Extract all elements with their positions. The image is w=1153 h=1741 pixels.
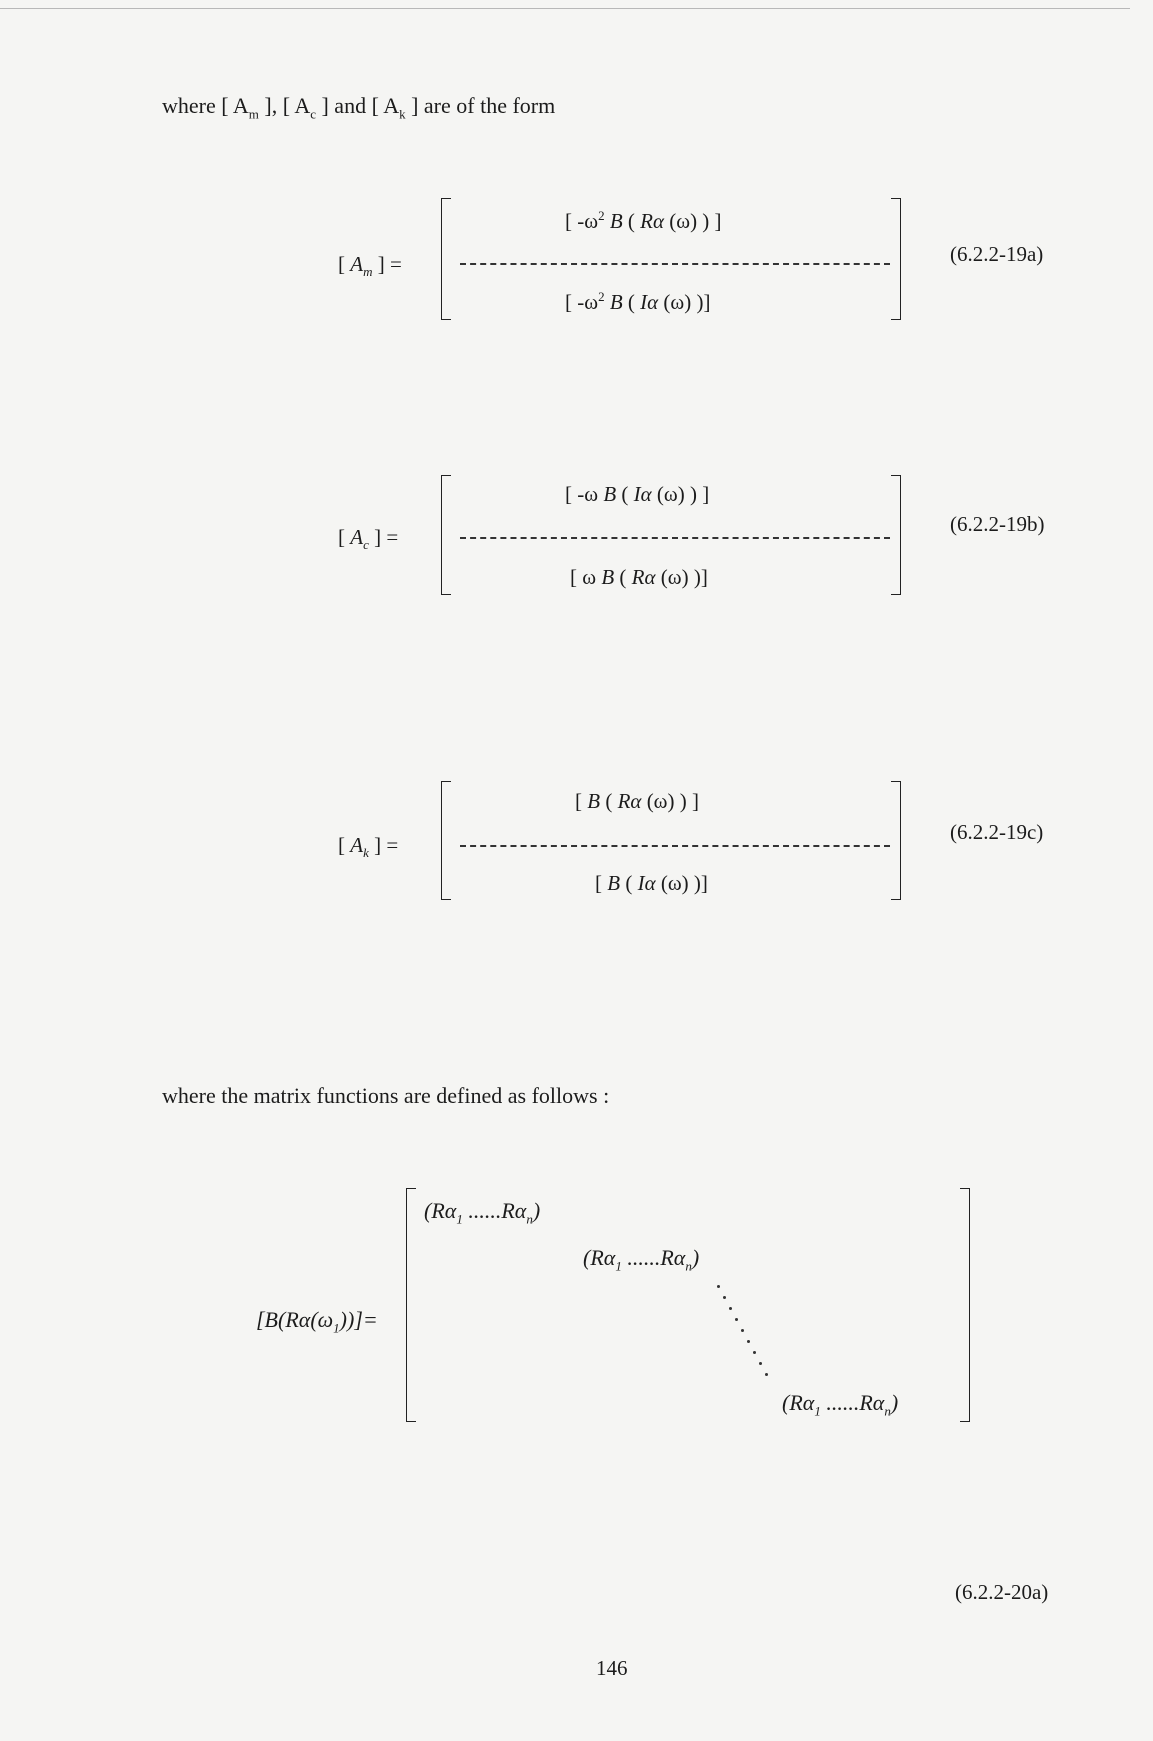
diagonal-entry-n: ($R\alpha_1$ $......R\alpha_n$) bbox=[782, 1390, 899, 1419]
right-bracket bbox=[891, 475, 901, 595]
block-divider bbox=[460, 537, 890, 539]
diagonal-entry-2: ($R\alpha_1$ $......R\alpha_n$) bbox=[583, 1245, 700, 1274]
equation-number: (6.2.2-19b) bbox=[950, 512, 1045, 536]
block-divider bbox=[460, 845, 890, 847]
equation-19a-top-row: [ $-\omega^2$ B ( Rα (ω) ) ] bbox=[565, 208, 722, 233]
left-bracket bbox=[441, 781, 451, 900]
equation-19c-top-row: [ B ( Rα (ω) ) ] bbox=[575, 789, 699, 813]
ellipsis-dot bbox=[741, 1329, 744, 1332]
page-top-rule bbox=[0, 8, 1130, 9]
left-bracket bbox=[406, 1188, 416, 1422]
left-bracket bbox=[441, 475, 451, 595]
equation-number: (6.2.2-19c) bbox=[950, 820, 1044, 844]
equation-number: (6.2.2-19a) bbox=[950, 242, 1044, 266]
equation-19b-lhs: [ $A_c$ ] = bbox=[338, 525, 399, 553]
equation-19c-lhs: [ $A_k$ ] = bbox=[338, 833, 399, 861]
equation-number: (6.2.2-20a) bbox=[955, 1580, 1049, 1604]
ellipsis-dot bbox=[759, 1362, 762, 1365]
equation-19c-bottom-row: [ B ( Iα (ω) )] bbox=[595, 871, 708, 895]
ellipsis-dot bbox=[753, 1351, 756, 1354]
equation-19a-bottom-row: [ $-\omega^2$ B ( Iα (ω) )] bbox=[565, 289, 711, 314]
ellipsis-dot bbox=[723, 1296, 726, 1299]
right-bracket bbox=[960, 1188, 970, 1422]
ellipsis-dot bbox=[765, 1373, 768, 1376]
right-bracket bbox=[891, 198, 901, 320]
equation-19a-lhs: [ $A_m$ ] = bbox=[338, 252, 402, 280]
ellipsis-dot bbox=[747, 1340, 750, 1343]
intro-text: where [ $A_m$ ], [ $A_c$ ] and [ $A_k$ ] are of the form bbox=[162, 93, 556, 122]
closing-text: where the matrix functions are defined as follows : bbox=[162, 1083, 610, 1108]
ellipsis-dot bbox=[729, 1307, 732, 1310]
page-number: 146 bbox=[596, 1656, 628, 1680]
ellipsis-dot bbox=[717, 1285, 720, 1288]
equation-19b-top-row: [ -ω B ( Iα (ω) ) ] bbox=[565, 482, 710, 506]
left-bracket bbox=[441, 198, 451, 320]
equation-20a-lhs: $[B(R\alpha(\omega_1))]=$ bbox=[256, 1307, 378, 1336]
right-bracket bbox=[891, 781, 901, 900]
ellipsis-dot bbox=[735, 1318, 738, 1321]
equation-19b-bottom-row: [ ω B ( Rα (ω) )] bbox=[570, 565, 708, 589]
diagonal-entry-1: ($R\alpha_1$ $......R\alpha_n$) bbox=[424, 1198, 541, 1227]
block-divider bbox=[460, 263, 890, 265]
